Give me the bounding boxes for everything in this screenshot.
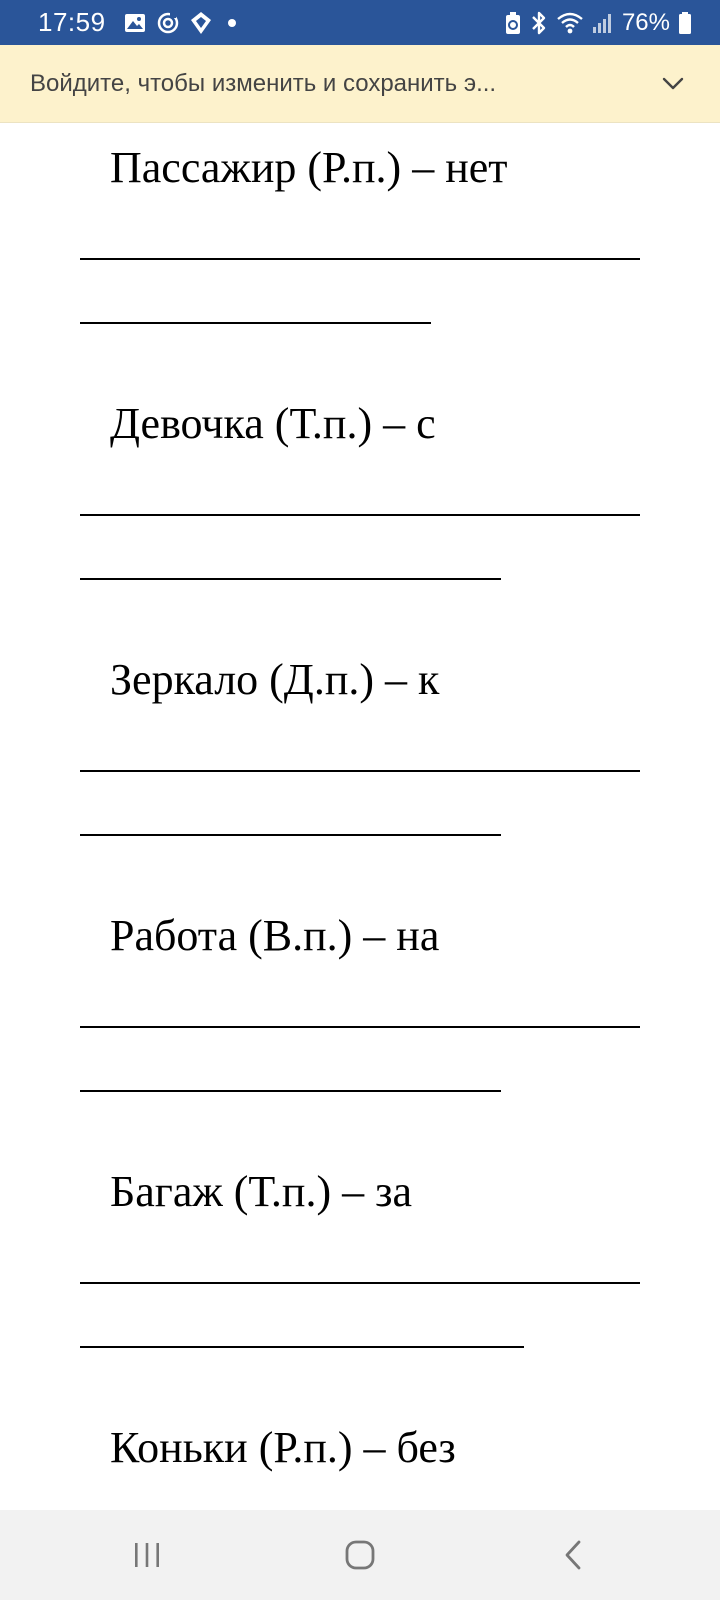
exercise-item (0, 124, 720, 380)
answer-line (80, 834, 501, 836)
status-bar (0, 0, 720, 45)
answer-line (80, 1026, 640, 1028)
home-icon (344, 1539, 376, 1571)
back-icon (563, 1539, 583, 1571)
answer-line (80, 514, 640, 516)
status-left (38, 7, 504, 38)
navigation-bar (0, 1510, 720, 1600)
battery-saver-icon (504, 11, 522, 35)
exercise-text: Пассажир (Р.п.) – нет (110, 143, 508, 192)
exercise-text: Коньки (Р.п.) – без (110, 1423, 456, 1472)
chevron-down-icon[interactable] (662, 77, 684, 91)
recent-apps-icon (132, 1541, 162, 1569)
gallery-icon (124, 13, 146, 33)
exercise-item (0, 636, 720, 892)
exercise-item (0, 892, 720, 1148)
back-button[interactable] (513, 1520, 633, 1590)
signal-icon (592, 11, 614, 35)
answer-line (80, 258, 640, 260)
document-page[interactable] (0, 124, 720, 1510)
status-time: 17:59 (38, 7, 106, 37)
answer-line (80, 322, 431, 324)
answer-line (80, 1346, 524, 1348)
answer-line (80, 1090, 501, 1092)
battery-percent: 76% (621, 8, 670, 36)
exercise-text: Багаж (Т.п.) – за (110, 1167, 413, 1216)
recent-apps-button[interactable] (87, 1520, 207, 1590)
exercise-item (0, 380, 720, 636)
exercise-text: Работа (В.п.) – на (110, 911, 440, 960)
sync-icon (156, 11, 180, 35)
dot-icon (222, 13, 242, 33)
battery-icon (678, 11, 692, 35)
app-icon (190, 11, 212, 35)
exercise-text: Зеркало (Д.п.) – к (110, 655, 440, 704)
answer-line (80, 770, 640, 772)
home-button[interactable] (300, 1520, 420, 1590)
exercise-item (0, 1404, 720, 1510)
bluetooth-icon (530, 10, 548, 36)
sign-in-banner[interactable] (0, 45, 720, 123)
banner-text: Войдите, чтобы изменить и сохранить э... (30, 69, 497, 97)
wifi-icon (556, 11, 584, 35)
answer-line (80, 578, 501, 580)
status-right (504, 9, 692, 37)
answer-line (80, 1282, 640, 1284)
exercise-item (0, 1148, 720, 1404)
exercise-text: Девочка (Т.п.) – с (110, 399, 436, 448)
